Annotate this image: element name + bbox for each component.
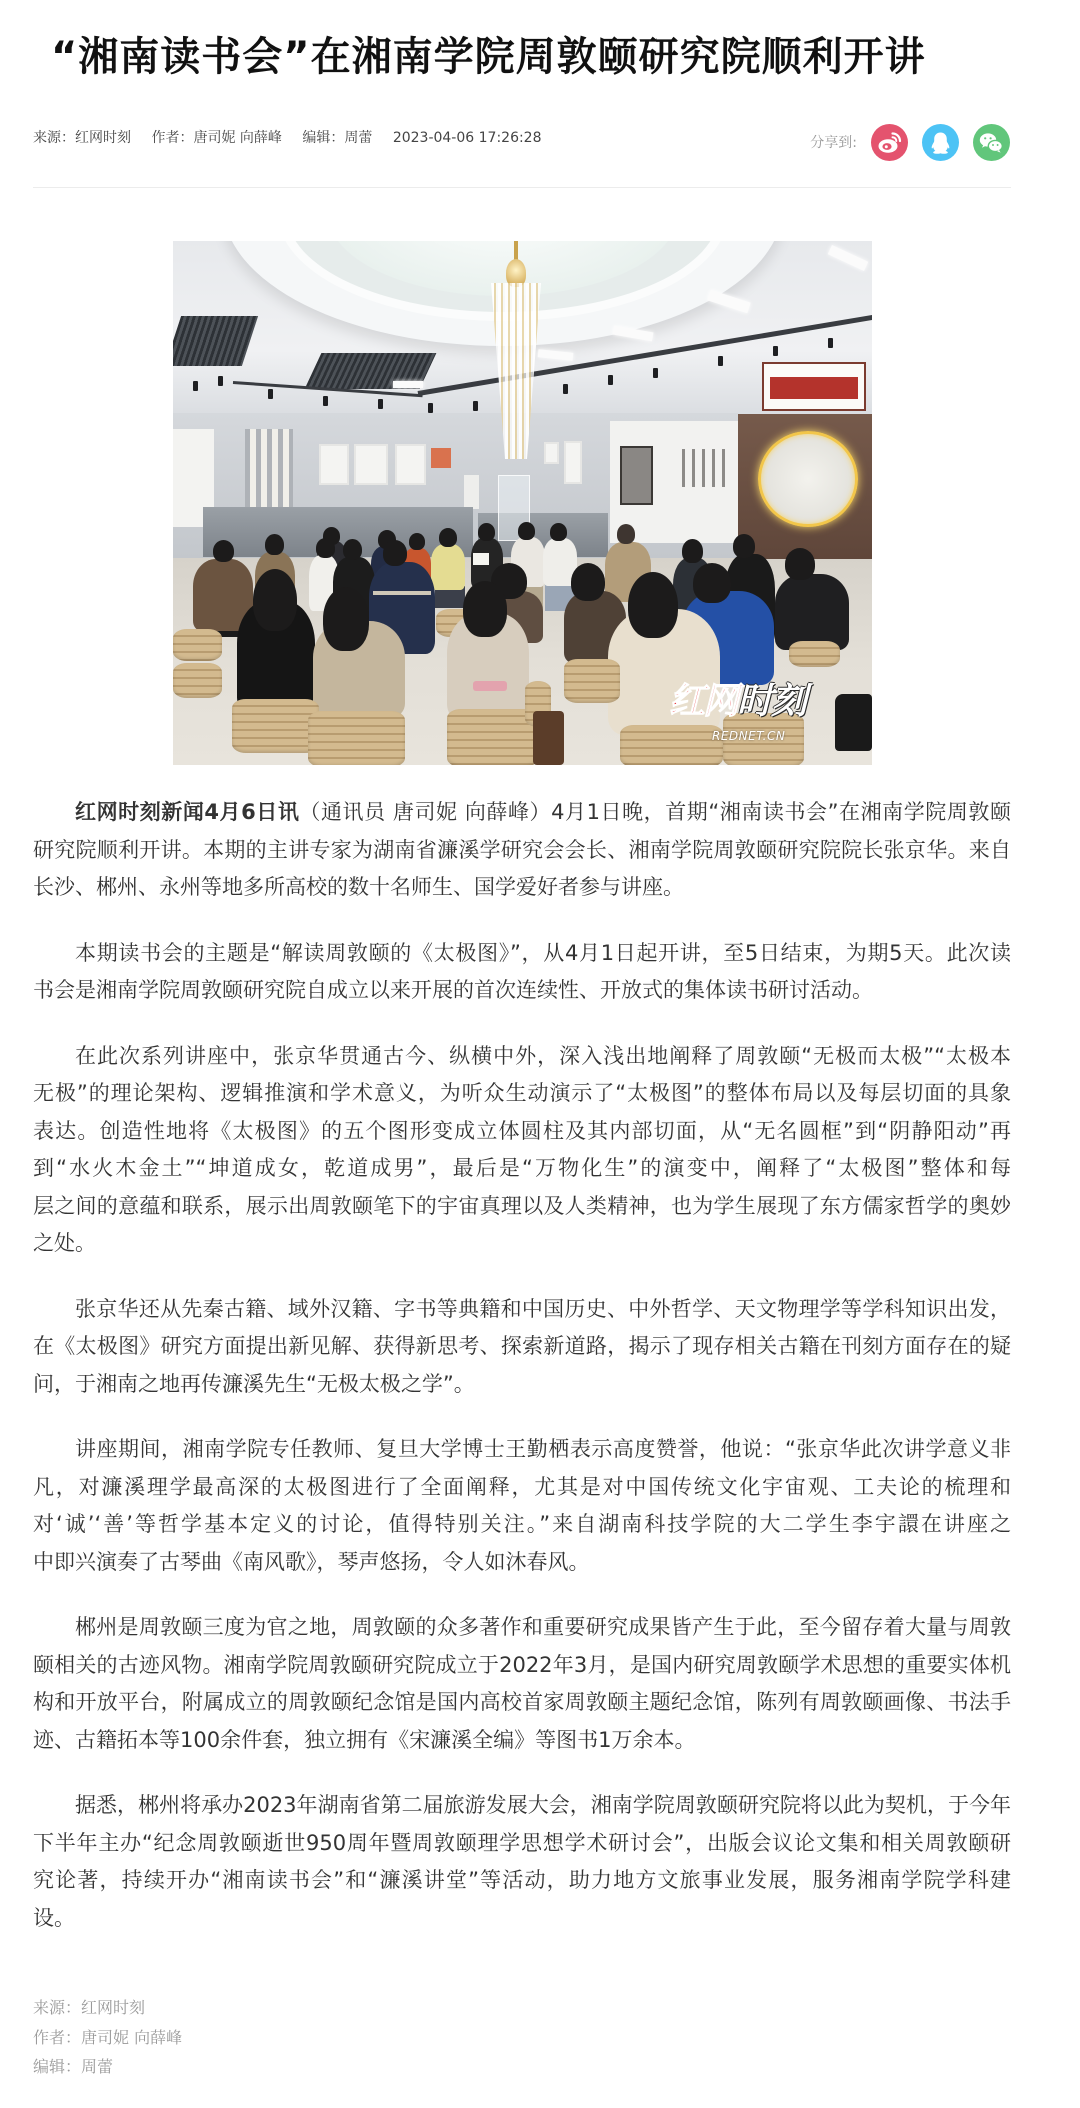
photo-jacket-logo	[473, 681, 507, 691]
photo-wall-frame	[354, 444, 388, 485]
watermark-brand-red: 红网	[669, 681, 738, 722]
photo-spotlight	[773, 346, 778, 356]
photo-wall-frame	[319, 444, 349, 485]
article-footer	[33, 1993, 182, 2082]
meta-author-value: 唐司妮 向薛峰	[193, 130, 282, 146]
article-body	[33, 794, 1011, 1965]
paragraph-line: 长沙、郴州、永州等地多所高校的数十名师生、国学爱好者参与讲座。	[33, 875, 684, 899]
photo-black-bag	[835, 694, 872, 751]
weibo-icon	[871, 124, 908, 161]
photo-calligraphy	[682, 449, 725, 487]
share-weibo-button[interactable]	[871, 124, 908, 161]
meta-editor-label: 编辑：	[302, 130, 345, 146]
paragraph-line: 设。	[33, 1905, 75, 1930]
photo-spotlight	[473, 401, 478, 411]
meta-source-label: 来源：	[33, 130, 75, 146]
article-paragraph-5	[33, 1431, 1011, 1581]
photo-person-head	[550, 523, 567, 541]
footer-editor-label: 编辑：	[33, 2057, 82, 2076]
paragraph-line: 表达。创造性地将《太极图》的五个图形变成立体圆柱及其内部切面，从“无名圆框”到“阴静阳动”再	[33, 1118, 1011, 1143]
photo-spotlight	[563, 384, 568, 394]
paragraph-line: 讲座期间，湘南学院专任教师、复旦大学博士王勤栖表示高度赞誉，他说：“张京华此次讲学意义非	[75, 1437, 1011, 1461]
photo-spotlight	[653, 368, 658, 378]
paragraph-line: 构和开放平台，附属成立的周敦颐纪念馆是国内高校首家周敦颐主题纪念馆，陈列有周敦颐画像、书法手	[33, 1690, 1011, 1714]
photo-person-head	[409, 533, 425, 550]
watermark-brand-white: 时刻	[737, 681, 806, 722]
article-paragraph-6	[33, 1609, 1011, 1759]
paragraph-line: 书会是湘南学院周敦颐研究院自成立以来开展的首次连续性、开放式的集体读书研讨活动。	[33, 978, 873, 1002]
qq-icon	[922, 124, 959, 161]
photo-person-head	[253, 569, 297, 631]
photo-stool	[789, 641, 840, 667]
paragraph-line: 本期读书会的主题是“解读周敦颐的《太极图》”，从4月1日起开讲，至5日结束，为期5天。此次读	[75, 940, 1011, 965]
footer-author	[33, 2023, 182, 2053]
photo-person-head	[343, 539, 362, 560]
photo-person-head	[518, 522, 535, 540]
paragraph-line: 究论著，持续开办“湘南读书会”和“濂溪讲堂”等活动，助力地方文旅事业发展，服务湘南学院学科建	[33, 1868, 1011, 1892]
article-paragraph-7	[33, 1787, 1011, 1937]
photo-coat-stripe	[373, 591, 431, 595]
header-divider	[33, 187, 1011, 188]
photo-spotlight	[218, 376, 223, 386]
share-qq-button[interactable]	[922, 124, 959, 161]
photo-ceiling-light	[393, 381, 423, 388]
article-paragraph-2	[33, 935, 1011, 1010]
photo-wall-frame	[564, 441, 582, 484]
paragraph-line: 对‘诚’‘善’等哲学基本定义的讨论，值得特别关注。”来自湖南科技学院的大二学生李宇譞在讲座之	[33, 1512, 1011, 1536]
photo-portrait-frame	[620, 446, 653, 505]
paragraph-line: 颐相关的古迹风物。湘南学院周敦颐研究院成立于2022年3月，是国内研究周敦颐学术思想的重要实体机	[33, 1652, 1011, 1677]
paragraph-line: 在《太极图》研究方面提出新见解、获得新思考、探索新道路，揭示了现存相关古籍在刊刻方面存在的疑	[33, 1334, 1011, 1358]
photo-spotlight	[828, 338, 833, 348]
photo-white-pillar	[464, 475, 479, 509]
article-paragraph-1	[33, 794, 1011, 907]
article-meta	[33, 128, 558, 148]
footer-editor-value: 周蕾	[81, 2057, 114, 2076]
photo-person-head	[733, 534, 755, 558]
paragraph-line: 下半年主办“纪念周敦颐逝世950周年暨周敦颐理学思想学术研讨会”，出版会议论文集和相关周敦颐研	[33, 1830, 1011, 1855]
photo-stool	[173, 629, 222, 661]
photo-spotlight	[718, 356, 723, 366]
meta-editor	[302, 128, 372, 148]
photo-stool	[232, 699, 319, 753]
footer-author-value: 唐司妮 向薛峰	[81, 2027, 183, 2047]
share-wechat-button[interactable]	[973, 124, 1010, 161]
photo-stool	[620, 725, 723, 765]
article-photo	[173, 241, 872, 765]
photo-wall-label	[431, 448, 451, 468]
meta-author-label: 作者：	[151, 130, 194, 146]
footer-author-label: 作者：	[33, 2027, 82, 2047]
paragraph-line: 据悉，郴州将承办2023年湖南省第二届旅游发展大会，湘南学院周敦颐研究院将以此为契机，于今年	[75, 1793, 1011, 1817]
photo-spotlight	[378, 399, 383, 409]
meta-datetime: 2023-04-06 17:26:28	[392, 130, 542, 146]
photo-person-head	[682, 539, 703, 563]
photo-wall-frame	[395, 444, 426, 485]
photo-ceiling-light	[613, 326, 654, 342]
paragraph-line: 层之间的意蕴和联系，展示出周敦颐笔下的宇宙真理以及人类精神，也为学生展现了东方儒家哲学的奥妙	[33, 1193, 1011, 1218]
photo-stool	[173, 663, 222, 698]
photo-ceiling-light	[828, 245, 868, 271]
line-text: （通讯员 唐司妮 向薛峰）4月1日晚，首期“湘南读书会”在湘南学院周敦颐	[299, 800, 1011, 824]
photo-person-head	[478, 523, 495, 541]
photo-stool	[308, 711, 405, 765]
photo-wall-frame	[544, 442, 559, 464]
paragraph-line: 无极”的理论架构、逻辑推演和学术意义，为听众生动演示了“太极图”的整体布局以及每层切面的具象	[33, 1081, 1011, 1105]
photo-person-head	[316, 538, 335, 558]
meta-source-value: 红网时刻	[75, 130, 131, 146]
photo-chandelier-top	[506, 259, 526, 287]
photo-person-head	[693, 563, 731, 603]
photo-spotlight	[268, 389, 273, 399]
photo-watermark-domain: REDNET.CN	[712, 729, 786, 743]
photo-ceiling-vent	[173, 316, 258, 366]
paragraph-line: 中即兴演奏了古琴曲《南风歌》，琴声悠扬，令人如沐春风。	[33, 1549, 590, 1574]
paragraph-line: 问，于湘南之地再传濂溪先生“无极太极之学”。	[33, 1371, 475, 1396]
paragraph-line: 凡，对濂溪理学最高深的太极图进行了全面阐释，尤其是对中国传统文化宇宙观、工夫论的梳理和	[33, 1474, 1011, 1499]
photo-person-head	[628, 572, 678, 638]
photo-watermark-logo	[669, 673, 805, 724]
paragraph-line: 研究院顺利开讲。本期的主讲专家为湖南省濂溪学研究会会长、湘南学院周敦颐研究院院长张京华。来自	[33, 837, 1011, 862]
photo-person-head	[323, 587, 369, 651]
footer-source-value: 红网时刻	[81, 1998, 146, 2017]
meta-author	[151, 128, 281, 148]
paragraph-line: 到“水火木金土”“坤道成女，乾道成男”，最后是“万物化生”的演变中，阐释了“太极图”整体和每	[33, 1156, 1011, 1180]
article-paragraph-3	[33, 1038, 1011, 1263]
photo-paper	[473, 553, 489, 565]
photo-person-head	[439, 528, 457, 547]
paragraph-line: 郴州是周敦颐三度为官之地，周敦颐的众多著作和重要研究成果皆产生于此，至今留存着大量与周敦	[75, 1615, 1011, 1639]
photo-person-head	[617, 524, 635, 544]
paragraph-line: 之处。	[33, 1231, 96, 1255]
photo-spotlight	[608, 375, 613, 385]
footer-editor	[33, 2052, 182, 2082]
paragraph-line	[33, 794, 1011, 832]
dateline-lead: 红网时刻新闻4月6日讯	[75, 800, 300, 824]
photo-stool	[564, 659, 620, 703]
share-label: 分享到:	[810, 135, 857, 151]
footer-source-label: 来源：	[33, 1998, 82, 2017]
photo-person	[775, 574, 849, 650]
share-bar	[810, 123, 1010, 161]
photo-person-head	[463, 581, 507, 637]
photo-person-head	[383, 540, 407, 566]
photo-ceiling-light	[707, 290, 750, 313]
paragraph-line: 在此次系列讲座中，张京华贯通古今、纵横中外，深入浅出地阐释了周敦颐“无极而太极”“太极本	[75, 1043, 1011, 1068]
photo-spotlight	[323, 396, 328, 406]
photo-brown-bag	[533, 711, 564, 765]
photo-glowing-ring	[758, 431, 858, 527]
article-paragraph-4	[33, 1291, 1011, 1404]
meta-editor-value: 周蕾	[344, 130, 373, 146]
article-title: “湘南读书会”在湘南学院周敦颐研究院顺利开讲	[51, 34, 926, 80]
photo-spotlight	[193, 381, 198, 391]
photo-person-head	[265, 534, 284, 555]
photo-person-head	[571, 563, 605, 601]
photo-person-head	[213, 540, 234, 562]
photo-ceiling-light	[538, 349, 574, 361]
wechat-icon	[973, 124, 1010, 161]
photo-person-head	[785, 548, 815, 580]
footer-source	[33, 1993, 182, 2023]
paragraph-line: 张京华还从先秦古籍、域外汉籍、字书等典籍和中国历史、中外哲学、天文物理学等学科知识出发，	[75, 1296, 1011, 1321]
meta-source	[33, 128, 131, 148]
photo-spotlight	[428, 403, 433, 413]
photo-person	[431, 544, 465, 590]
paragraph-line: 迹、古籍拓本等100余件套，独立拥有《宋濂溪全编》等图书1万余本。	[33, 1727, 696, 1752]
photo-red-banner-center	[770, 377, 858, 399]
